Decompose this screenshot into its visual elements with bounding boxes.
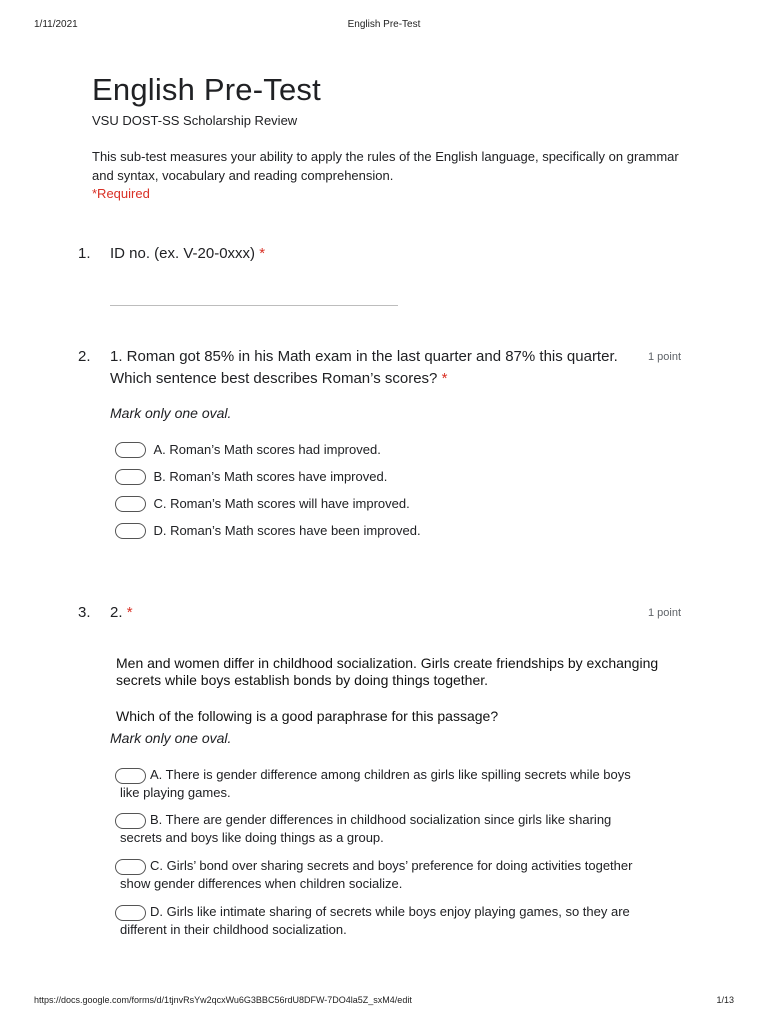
option-label-cont: secrets and boys like doing things as a group.: [120, 830, 384, 845]
form-description: This sub-test measures your ability to apply the rules of the English language, specifically on grammar and syntax, vocabulary and reading comprehension.: [92, 149, 679, 183]
passage-prompt: Which of the following is a good paraphrase for this passage?: [116, 708, 499, 724]
print-date: 1/11/2021: [34, 19, 78, 30]
passage-line: Men and women differ in childhood socialization. Girls create friendships by exchanging: [116, 655, 659, 671]
radio-oval[interactable]: [115, 768, 146, 784]
option-label: C. Girls’ bond over sharing secrets and boys’ preference for doing activities together: [150, 858, 633, 873]
question-text: ID no. (ex. V-20-0xxx): [110, 245, 256, 262]
question-text-line: Which sentence best describes Roman’s scores? *: [110, 370, 448, 387]
option-label-cont: show gender differences when children socialize.: [120, 876, 403, 891]
question-number: 1.: [78, 245, 91, 262]
option-label-cont: different in their childhood socialization.: [120, 922, 347, 937]
radio-oval[interactable]: [115, 469, 146, 485]
question-text: 2.: [110, 604, 123, 621]
option-row[interactable]: [115, 811, 690, 847]
passage-line: secrets while boys establish bonds by doing things together.: [116, 672, 489, 688]
option-row[interactable]: [115, 857, 690, 893]
question-number: 2.: [78, 348, 91, 365]
print-url: https://docs.google.com/forms/d/1tjnvRsYw2qcxWu6G3BBC56rdU8DFW-7DO4la5Z_sxM4/edit: [34, 995, 412, 1005]
option-label: B. There are gender differences in childhood socialization since girls like sharing: [150, 812, 612, 827]
points-label: 1 point: [648, 607, 682, 619]
question-title: [110, 346, 645, 390]
radio-oval[interactable]: [115, 496, 146, 512]
radio-oval[interactable]: [115, 442, 146, 458]
option-label: B. Roman’s Math scores have improved.: [153, 469, 388, 485]
mark-one-instruction: Mark only one oval.: [110, 730, 232, 746]
question-title: [110, 602, 133, 624]
option-row[interactable]: [115, 766, 690, 802]
option-row[interactable]: [115, 903, 690, 939]
radio-oval[interactable]: [115, 859, 146, 875]
print-page-title: English Pre-Test: [347, 19, 421, 30]
id-answer-field[interactable]: [110, 305, 398, 306]
option-label: D. Roman’s Math scores have been improved.: [153, 523, 421, 539]
passage-text: [116, 655, 696, 689]
option-label: A. There is gender difference among children as girls like spilling secrets while boys: [150, 767, 631, 782]
form-subtitle: VSU DOST-SS Scholarship Review: [92, 113, 298, 128]
option-row[interactable]: [115, 522, 421, 540]
question-text-line: 1. Roman got 85% in his Math exam in the last quarter and 87% this quarter.: [110, 348, 618, 365]
option-label-cont: like playing games.: [120, 785, 231, 800]
required-asterisk: *: [126, 604, 133, 621]
question-title: [110, 243, 265, 265]
option-label: A. Roman’s Math scores had improved.: [153, 442, 381, 458]
option-row[interactable]: [115, 441, 381, 459]
radio-oval[interactable]: [115, 905, 146, 921]
required-note: *Required: [92, 186, 150, 201]
form-title: English Pre-Test: [92, 72, 321, 107]
radio-oval[interactable]: [115, 813, 146, 829]
radio-oval[interactable]: [115, 523, 146, 539]
required-asterisk: *: [259, 245, 266, 262]
required-asterisk: *: [441, 370, 448, 387]
print-page-number: 1/13: [716, 995, 734, 1005]
points-label: 1 point: [648, 351, 682, 363]
option-label: D. Girls like intimate sharing of secrets while boys enjoy playing games, so they are: [150, 904, 630, 919]
question-number: 3.: [78, 604, 91, 621]
mark-one-instruction: Mark only one oval.: [110, 405, 232, 421]
option-row[interactable]: [115, 468, 387, 486]
option-row[interactable]: [115, 495, 410, 513]
option-label: C. Roman’s Math scores will have improved.: [153, 496, 410, 512]
